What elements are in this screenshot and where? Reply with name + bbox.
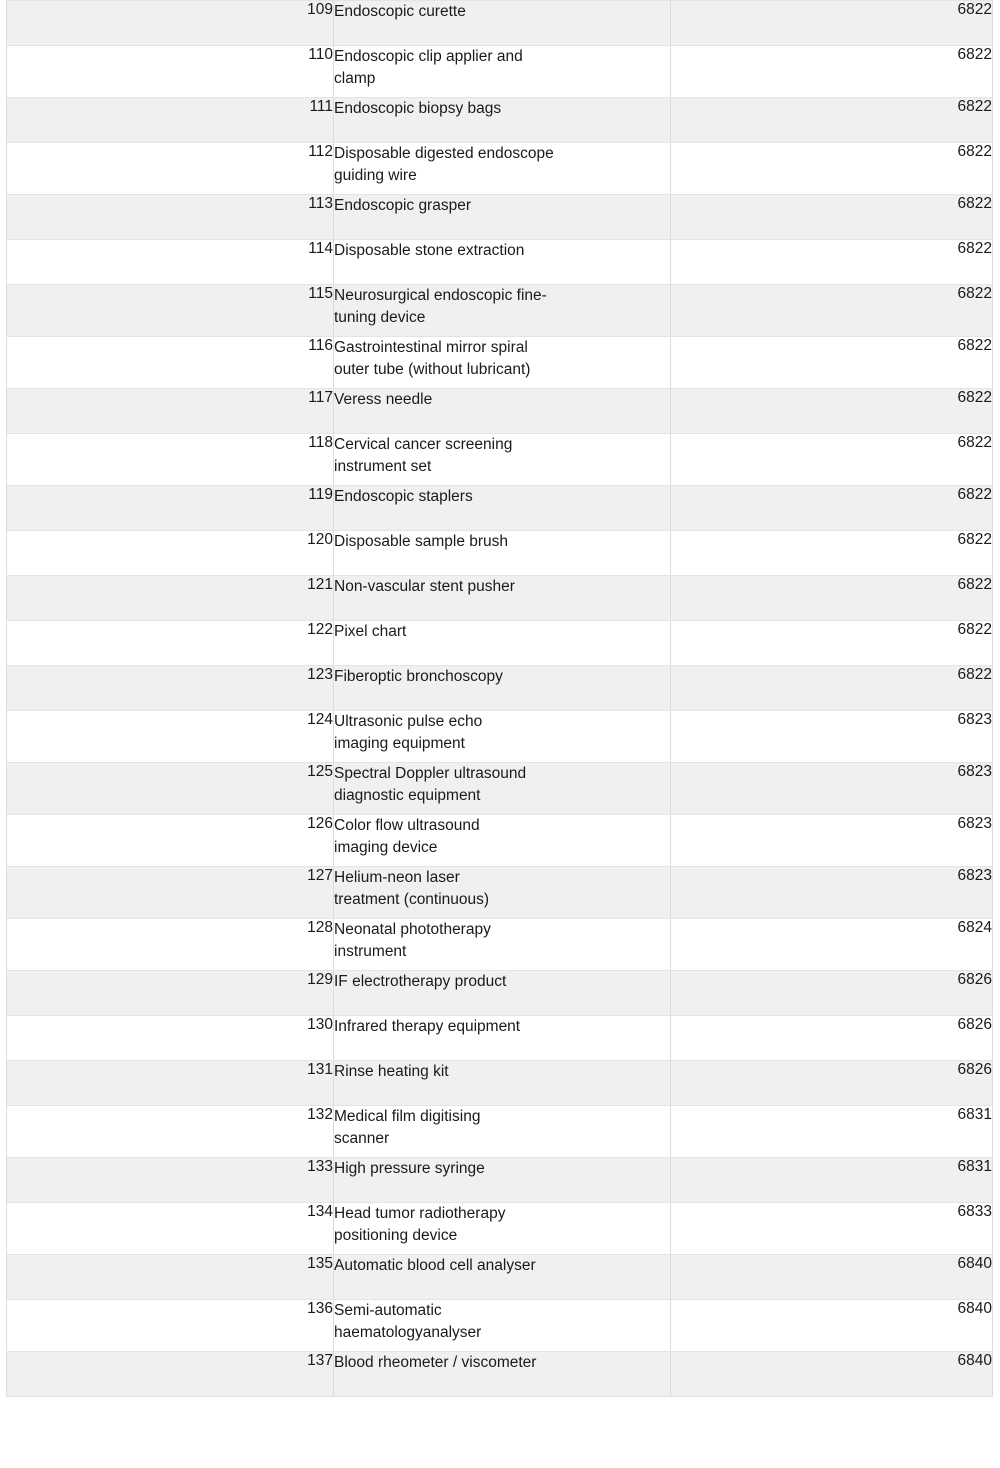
device-name-line-1: Endoscopic clip applier and xyxy=(334,48,523,65)
row-index-cell: 135 xyxy=(7,1255,334,1300)
device-name-line-1: Endoscopic biopsy bags xyxy=(334,100,502,117)
table-row xyxy=(7,389,993,434)
device-name-cell xyxy=(334,1203,671,1255)
device-name-line-1: Disposable digested endoscope xyxy=(334,145,554,162)
device-name-cell xyxy=(334,1255,671,1300)
device-code-cell: 6824 xyxy=(671,919,993,971)
row-index-cell: 131 xyxy=(7,1061,334,1106)
row-index-cell: 130 xyxy=(7,1016,334,1061)
device-name-cell xyxy=(334,1106,671,1158)
device-code-cell: 6840 xyxy=(671,1352,993,1397)
device-name-cell xyxy=(334,1158,671,1203)
row-index-cell: 109 xyxy=(7,1,334,46)
device-name-cell xyxy=(334,1352,671,1397)
device-code-cell: 6822 xyxy=(671,337,993,389)
device-code-cell: 6823 xyxy=(671,867,993,919)
device-code-cell: 6826 xyxy=(671,1061,993,1106)
device-name-line-1: Neonatal phototherapy xyxy=(334,921,491,938)
device-name-cell xyxy=(334,666,671,711)
device-name-cell xyxy=(334,971,671,1016)
device-code-cell: 6831 xyxy=(671,1158,993,1203)
row-index-cell: 120 xyxy=(7,531,334,576)
device-name-cell xyxy=(334,46,671,98)
device-code-cell: 6823 xyxy=(671,763,993,815)
device-code-cell: 6822 xyxy=(671,1,993,46)
row-index-cell: 115 xyxy=(7,285,334,337)
device-name-line-2: guiding wire xyxy=(334,167,417,184)
device-code-cell: 6822 xyxy=(671,531,993,576)
device-name-line-2: imaging equipment xyxy=(334,735,465,752)
device-name-line-1: Disposable stone extraction xyxy=(334,242,525,259)
device-code-cell: 6822 xyxy=(671,389,993,434)
device-name-cell xyxy=(334,576,671,621)
device-name-cell xyxy=(334,389,671,434)
row-index-cell: 129 xyxy=(7,971,334,1016)
row-index-cell: 111 xyxy=(7,98,334,143)
device-name-line-2: scanner xyxy=(334,1130,390,1147)
device-code-cell: 6822 xyxy=(671,195,993,240)
device-name-cell xyxy=(334,531,671,576)
device-catalog-table xyxy=(6,0,993,1397)
row-index-cell: 121 xyxy=(7,576,334,621)
table-row xyxy=(7,1158,993,1203)
device-name-cell xyxy=(334,1,671,46)
device-name-line-1: Cervical cancer screening xyxy=(334,436,513,453)
table-row xyxy=(7,1203,993,1255)
table-row xyxy=(7,434,993,486)
device-name-line-2: instrument set xyxy=(334,458,432,475)
device-name-line-1: Medical film digitising xyxy=(334,1108,481,1125)
device-name-line-1: IF electrotherapy product xyxy=(334,973,507,990)
device-name-line-2: outer tube (without lubricant) xyxy=(334,361,531,378)
device-code-cell: 6822 xyxy=(671,666,993,711)
table-row xyxy=(7,867,993,919)
device-code-cell: 6822 xyxy=(671,434,993,486)
device-name-line-1: Helium-neon laser xyxy=(334,869,460,886)
device-name-line-2: treatment (continuous) xyxy=(334,891,490,908)
table-row xyxy=(7,195,993,240)
device-name-line-1: Blood rheometer / viscometer xyxy=(334,1354,537,1371)
row-index-cell: 117 xyxy=(7,389,334,434)
table-row xyxy=(7,971,993,1016)
device-code-cell: 6822 xyxy=(671,576,993,621)
table-row xyxy=(7,711,993,763)
device-name-cell xyxy=(334,285,671,337)
row-index-cell: 123 xyxy=(7,666,334,711)
device-name-line-1: Spectral Doppler ultrasound xyxy=(334,765,527,782)
device-name-cell xyxy=(334,434,671,486)
device-name-cell xyxy=(334,486,671,531)
device-name-cell xyxy=(334,98,671,143)
device-name-line-2: imaging device xyxy=(334,839,438,856)
device-code-cell: 6822 xyxy=(671,98,993,143)
device-name-line-1: Color flow ultrasound xyxy=(334,817,480,834)
row-index-cell: 124 xyxy=(7,711,334,763)
device-code-cell: 6822 xyxy=(671,285,993,337)
device-code-cell: 6822 xyxy=(671,240,993,285)
device-name-cell xyxy=(334,337,671,389)
device-name-cell xyxy=(334,763,671,815)
table-row xyxy=(7,285,993,337)
device-name-line-1: Endoscopic curette xyxy=(334,3,466,20)
device-name-line-2: tuning device xyxy=(334,309,426,326)
row-index-cell: 134 xyxy=(7,1203,334,1255)
device-name-cell xyxy=(334,1300,671,1352)
device-name-cell xyxy=(334,195,671,240)
row-index-cell: 128 xyxy=(7,919,334,971)
device-name-cell xyxy=(334,1061,671,1106)
device-name-line-1: Neurosurgical endoscopic fine- xyxy=(334,287,547,304)
device-code-cell: 6840 xyxy=(671,1300,993,1352)
row-index-cell: 122 xyxy=(7,621,334,666)
row-index-cell: 126 xyxy=(7,815,334,867)
device-name-line-1: Non-vascular stent pusher xyxy=(334,578,515,595)
table-row xyxy=(7,46,993,98)
device-name-line-1: Pixel chart xyxy=(334,623,407,640)
table-row xyxy=(7,763,993,815)
device-name-line-1: Fiberoptic bronchoscopy xyxy=(334,668,503,685)
device-name-cell xyxy=(334,1016,671,1061)
row-index-cell: 114 xyxy=(7,240,334,285)
table-row xyxy=(7,666,993,711)
device-name-line-2: diagnostic equipment xyxy=(334,787,481,804)
row-index-cell: 133 xyxy=(7,1158,334,1203)
row-index-cell: 119 xyxy=(7,486,334,531)
device-name-line-2: instrument xyxy=(334,943,407,960)
device-code-cell: 6826 xyxy=(671,971,993,1016)
table-row xyxy=(7,531,993,576)
table-row xyxy=(7,1016,993,1061)
table-body xyxy=(7,1,993,1397)
row-index-cell: 112 xyxy=(7,143,334,195)
table-row xyxy=(7,240,993,285)
device-name-cell xyxy=(334,621,671,666)
table-row xyxy=(7,1061,993,1106)
device-name-line-1: Automatic blood cell analyser xyxy=(334,1257,536,1274)
table-row xyxy=(7,621,993,666)
row-index-cell: 110 xyxy=(7,46,334,98)
table-row xyxy=(7,337,993,389)
device-code-cell: 6823 xyxy=(671,711,993,763)
table-row xyxy=(7,486,993,531)
device-name-cell xyxy=(334,143,671,195)
device-code-cell: 6826 xyxy=(671,1016,993,1061)
device-code-cell: 6840 xyxy=(671,1255,993,1300)
device-name-line-1: Ultrasonic pulse echo xyxy=(334,713,483,730)
device-name-cell xyxy=(334,867,671,919)
device-name-line-2: haematologyanalyser xyxy=(334,1324,482,1341)
table-row xyxy=(7,1352,993,1397)
device-code-cell: 6833 xyxy=(671,1203,993,1255)
table-row xyxy=(7,1300,993,1352)
row-index-cell: 116 xyxy=(7,337,334,389)
device-name-line-1: High pressure syringe xyxy=(334,1160,485,1177)
device-name-cell xyxy=(334,711,671,763)
device-name-line-1: Veress needle xyxy=(334,391,433,408)
table-row xyxy=(7,1255,993,1300)
device-name-line-1: Disposable sample brush xyxy=(334,533,509,550)
row-index-cell: 113 xyxy=(7,195,334,240)
device-code-cell: 6823 xyxy=(671,815,993,867)
device-name-line-1: Infrared therapy equipment xyxy=(334,1018,521,1035)
table-row xyxy=(7,815,993,867)
device-code-cell: 6822 xyxy=(671,46,993,98)
device-code-cell: 6831 xyxy=(671,1106,993,1158)
device-name-cell xyxy=(334,240,671,285)
table-row xyxy=(7,1,993,46)
device-name-line-1: Endoscopic staplers xyxy=(334,488,473,505)
row-index-cell: 132 xyxy=(7,1106,334,1158)
table-row xyxy=(7,143,993,195)
device-name-line-2: positioning device xyxy=(334,1227,458,1244)
device-name-line-1: Gastrointestinal mirror spiral xyxy=(334,339,528,356)
row-index-cell: 136 xyxy=(7,1300,334,1352)
device-name-line-1: Endoscopic grasper xyxy=(334,197,471,214)
table-row xyxy=(7,1106,993,1158)
device-code-cell: 6822 xyxy=(671,621,993,666)
device-name-line-1: Rinse heating kit xyxy=(334,1063,449,1080)
table-row xyxy=(7,919,993,971)
device-name-line-1: Semi-automatic xyxy=(334,1302,442,1319)
table-row xyxy=(7,576,993,621)
row-index-cell: 137 xyxy=(7,1352,334,1397)
device-code-cell: 6822 xyxy=(671,143,993,195)
device-name-line-2: clamp xyxy=(334,70,376,87)
device-name-line-1: Head tumor radiotherapy xyxy=(334,1205,506,1222)
device-name-cell xyxy=(334,815,671,867)
row-index-cell: 127 xyxy=(7,867,334,919)
device-code-cell: 6822 xyxy=(671,486,993,531)
row-index-cell: 118 xyxy=(7,434,334,486)
table-row xyxy=(7,98,993,143)
row-index-cell: 125 xyxy=(7,763,334,815)
device-name-cell xyxy=(334,919,671,971)
